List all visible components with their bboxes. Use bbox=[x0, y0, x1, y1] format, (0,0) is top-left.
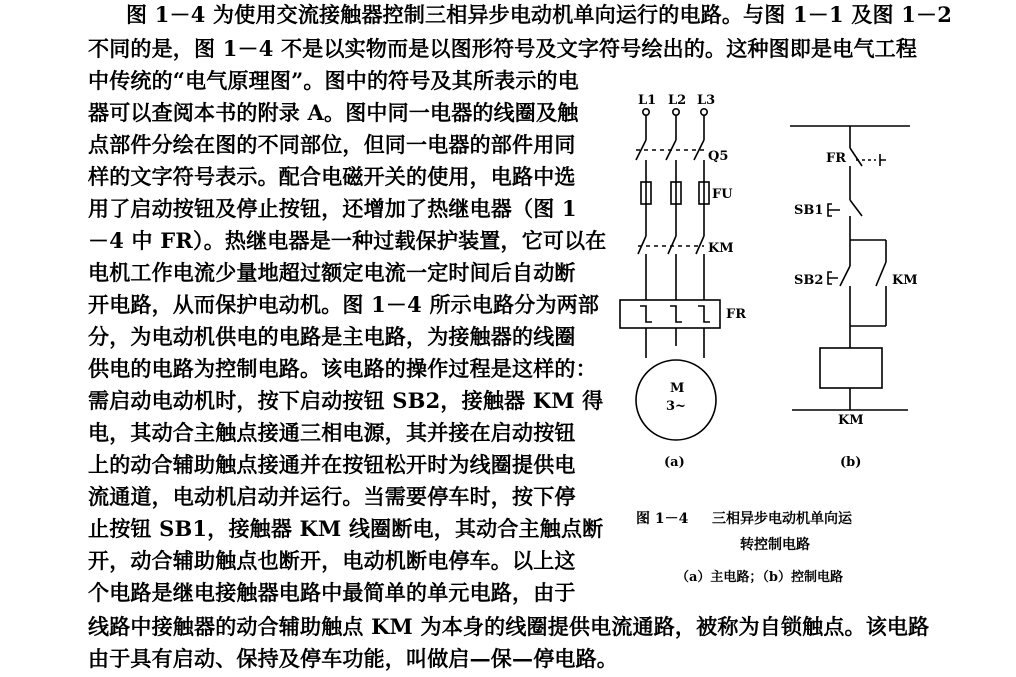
label-km-coil: KM bbox=[838, 413, 864, 428]
text-line: 止按钮 SB1，接触器 KM 线圈断电，其动合主触点断 bbox=[88, 516, 604, 541]
text-line: －4 中 FR）。热继电器是一种过载保护装置，它可以在 bbox=[88, 228, 607, 253]
terminal-l2 bbox=[673, 109, 679, 115]
label-l1: L1 bbox=[638, 93, 657, 108]
text-line: 点部件分绘在图的不同部位，但同一电器的部件用同 bbox=[88, 132, 576, 157]
text-line: 电，其动合主触点接通三相电源，其并接在启动按钮 bbox=[88, 420, 576, 445]
text-line: 中传统的“电气原理图”。图中的符号及其所表示的电 bbox=[88, 68, 579, 93]
text-line: 图 1－4 为使用交流接触器控制三相异步电动机单向运行的电路。与图 1－1 及图 1－2 bbox=[126, 2, 953, 27]
text-line: 需启动电动机时，按下启动按钮 SB2，接触器 KM 得 bbox=[88, 388, 604, 413]
sublabel-b: (b) bbox=[840, 455, 862, 470]
text-line: 不同的是，图 1－4 不是以实物而是以图形符号及文字符号绘出的。这种图即是电气工程 bbox=[88, 36, 918, 61]
caption-title-line2: 转控制电路 bbox=[740, 537, 810, 553]
terminal-l3 bbox=[701, 109, 707, 115]
text-line: 用了启动按钮及停止按钮，还增加了热继电器（图 1 bbox=[88, 196, 577, 221]
label-fr-control: FR bbox=[826, 151, 847, 166]
motor-label: M bbox=[670, 381, 685, 396]
caption-number: 图 1－4 bbox=[636, 511, 689, 527]
label-km-main: KM bbox=[708, 241, 734, 256]
label-km-aux: KM bbox=[892, 273, 918, 288]
label-fr-main: FR bbox=[726, 307, 747, 322]
circuit-diagram bbox=[600, 90, 1016, 480]
label-sb2: SB2 bbox=[794, 273, 824, 288]
label-fu: FU bbox=[712, 187, 733, 202]
text-line: 个电路是继电接触器电路中最简单的单元电路，由于 bbox=[88, 580, 576, 605]
text-line: 由于具有启动、保持及停车功能，叫做启—保—停电路。 bbox=[88, 646, 618, 671]
label-l2: L2 bbox=[668, 93, 687, 108]
text-line: 器可以查阅本书的附录 A。图中同一电器的线圈及触 bbox=[88, 100, 579, 125]
text-line: 上的动合辅助触点接通并在按钮松开时为线圈提供电 bbox=[88, 452, 576, 477]
label-q5: Q5 bbox=[708, 149, 729, 164]
text-line: 样的文字符号表示。配合电磁开关的使用，电路中选 bbox=[88, 164, 576, 189]
text-line: 开电路，从而保护电动机。图 1－4 所示电路分为两部 bbox=[88, 292, 600, 317]
caption-subtitle: （a）主电路；（b）控制电路 bbox=[676, 570, 844, 585]
text-line: 开，动合辅助触点也断开，电动机断电停车。以上这 bbox=[88, 548, 576, 573]
label-sb1: SB1 bbox=[794, 203, 824, 218]
text-line: 分，为电动机供电的电路是主电路，为接触器的线圈 bbox=[88, 324, 576, 349]
sublabel-a: (a) bbox=[664, 455, 685, 470]
label-l3: L3 bbox=[697, 93, 716, 108]
text-line: 电机工作电流少量地超过额定电流一定时间后自动断 bbox=[88, 260, 576, 285]
text-line: 线路中接触器的动合辅助触点 KM 为本身的线圈提供电流通路，被称为自锁触点。该电路 bbox=[88, 614, 930, 639]
motor-phase-label: 3~ bbox=[666, 399, 686, 414]
terminal-l1 bbox=[643, 109, 649, 115]
caption-title-line1: 三相异步电动机单向运 bbox=[712, 511, 852, 527]
text-line: 流通道，电动机启动并运行。当需要停车时，按下停 bbox=[88, 484, 576, 509]
text-line: 供电的电路为控制电路。该电路的操作过程是这样的： bbox=[88, 356, 597, 381]
